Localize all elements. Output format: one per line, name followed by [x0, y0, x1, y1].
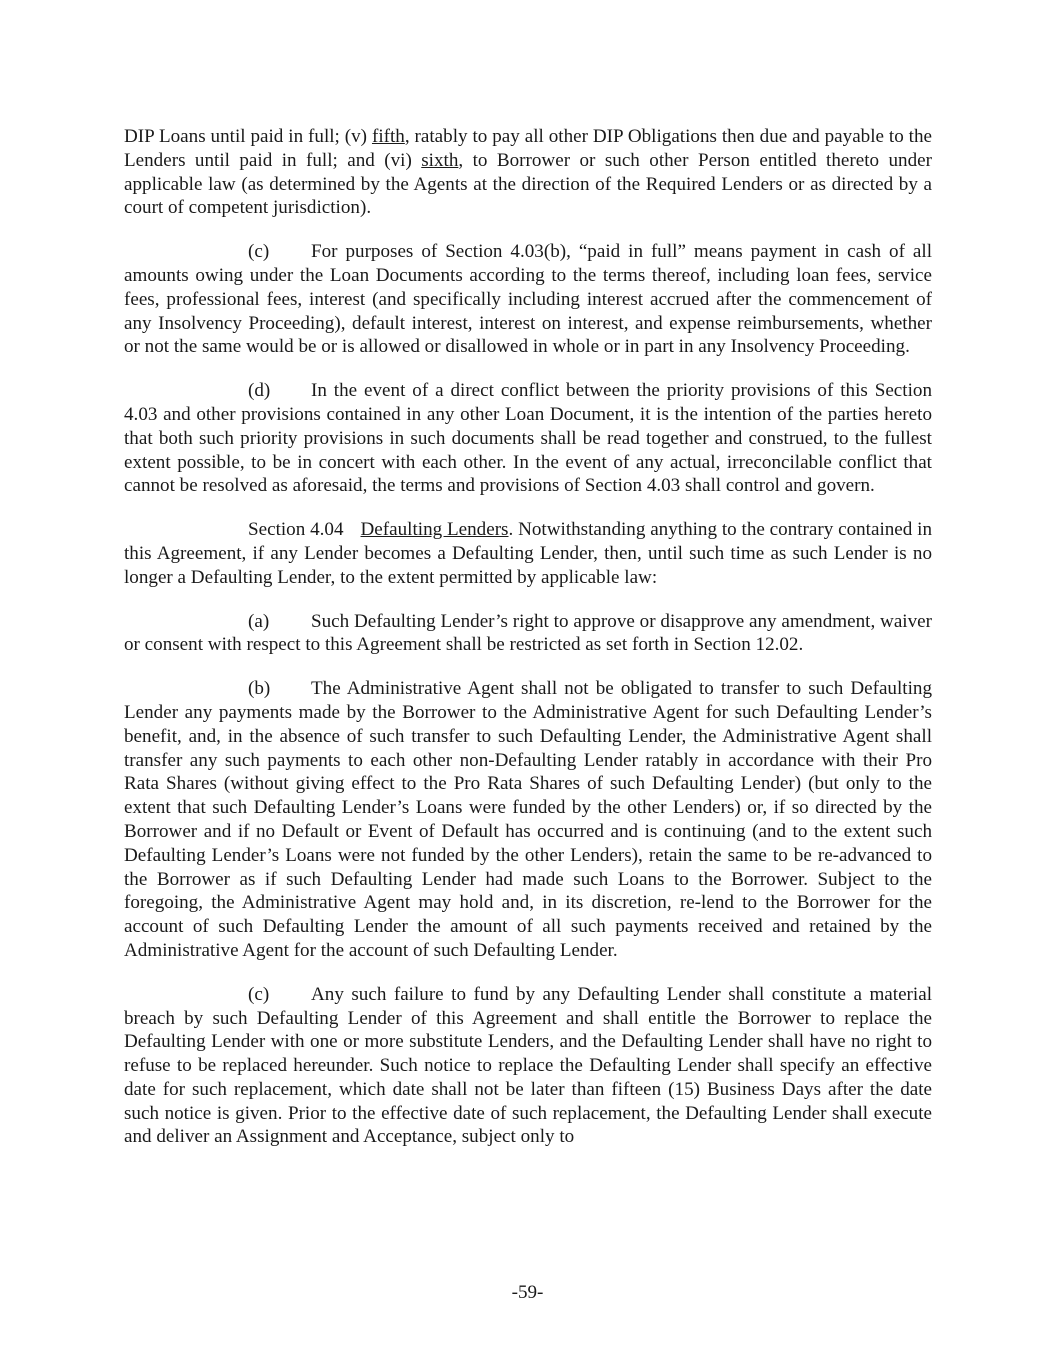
paragraph-text: The Administrative Agent shall not be obligated to transfer to such Defaulting Lender any payments made by the Borrower to the Administrative Agent for such Defaulting Lender’s benefit, and, in the absence of such transfer to such Defaulting Lender, the Administrative Agent shall transfer any such payments to each other non-Defaulting Lender ratably in accordance with their Pro Rata Shares (without giving effect to the Pro Rata Shares of such Defaulting Lender) (but only to the extent that such Defaulting Lender’s Loans were funded by the other Lenders) or, if so directed by the Borrower and if no Default or Event of Default has occurred and is continuing (and to the extent such Defaulting Lender’s Loans were not funded by the other Lenders), retain the same to be re-advanced to the Borrower as if such Defaulting Lender had made such Loans to the Borrower. Subject to the foregoing, the Administrative Agent may hold and, in its discretion, re-lend to the Borrower for the account of such Defaulting Lender the amount of all such payments received and retained by the Administrative Agent for the account of such Defaulting Lender.	[124, 678, 932, 961]
section-4-04-heading-paragraph	[124, 518, 932, 589]
section-heading: Defaulting Lenders	[360, 519, 509, 541]
paragraph-4-04-a	[124, 610, 932, 658]
paragraph-text: , to Borrower or such other Person entitled thereto under applicable law (as determined by the Agents at the direction of the Required Lenders or as directed by a court of competent jurisdiction).	[124, 149, 932, 219]
paragraph-text: . Notwithstanding anything to the contrary contained in this Agreement, if any Lender becomes a Defaulting Lender, then, until such time as such Lender is no longer a Defaulting Lender, to the extent permitted by applicable law:	[124, 519, 932, 588]
paragraph-4-04-b	[124, 677, 932, 963]
paragraph-4-04-c	[124, 983, 932, 1150]
clause-label: (d)	[248, 380, 271, 402]
underlined-term-fifth: fifth	[371, 126, 405, 147]
paragraph-waterfall-continuation	[124, 125, 932, 220]
page-number: -59-	[511, 1282, 544, 1303]
clause-label: (c)	[248, 241, 270, 263]
paragraph-text: For purposes of Section 4.03(b), “paid in full” means payment in cash of all amounts owing under the Loan Documents according to the terms thereof, including loan fees, service fees, professional fees, interest (and specifically including interest accrued after the commencement of any Insolvency Proceeding), default interest, interest on interest, and expense reimbursements, whether or not the same would be or is allowed or disallowed in whole or in part in any Insolvency Proceeding.	[124, 241, 932, 358]
paragraph-4-03-c	[124, 240, 932, 359]
paragraph-text: Any such failure to fund by any Defaulting Lender shall constitute a material breach by such Defaulting Lender of this Agreement and shall entitle the Borrower to replace the Defaulting Lender with one or more substitute Lenders, and the Defaulting Lender shall have no right to refuse to be replaced hereunder. Such notice to replace the Defaulting Lender shall specify an effective date for such replacement, which date shall not be later than fifteen (15) Business Days after the date such notice is given. Prior to the effective date of such replacement, the Defaulting Lender shall execute and deliver an Assignment and Acceptance, subject only to	[124, 983, 932, 1148]
clause-label: (c)	[248, 983, 270, 1005]
paragraph-4-03-d	[124, 379, 932, 498]
document-body	[124, 125, 932, 1169]
paragraph-text: , ratably to pay all other DIP Obligations then due and payable to the Lenders until paid in full; and (vi)	[124, 126, 933, 171]
paragraph-text: DIP Loans until paid in full; (v)	[124, 126, 372, 147]
clause-label: (b)	[248, 678, 271, 700]
section-number: Section 4.04	[248, 519, 344, 541]
paragraph-text: In the event of a direct conflict between the priority provisions of this Section 4.03 and other provisions contained in any other Loan Document, it is the intention of the parties hereto that both such priority provisions in such documents shall be read together and construed, to the fullest extent possible, to be in concert with each other. In the event of any actual, irreconcilable conflict that cannot be resolved as aforesaid, the terms and provisions of Section 4.03 shall control and govern.	[124, 380, 932, 497]
paragraph-text: Such Defaulting Lender’s right to approve or disapprove any amendment, waiver or consent with respect to this Agreement shall be restricted as set forth in Section 12.02.	[124, 610, 932, 656]
underlined-term-sixth: sixth	[421, 149, 459, 171]
clause-label: (a)	[248, 610, 270, 632]
